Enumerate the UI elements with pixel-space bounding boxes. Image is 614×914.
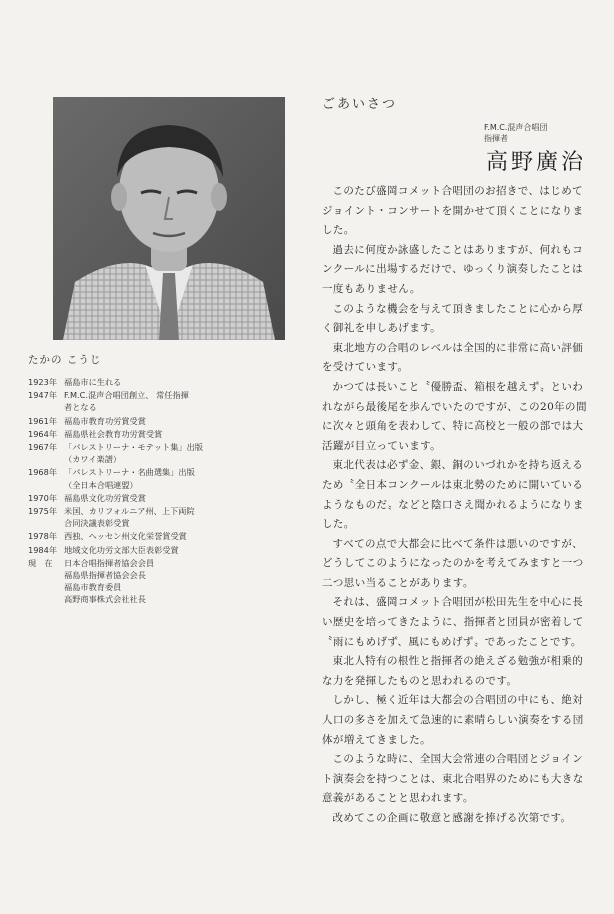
- conductor-name-kana: たかの こうじ: [28, 354, 102, 366]
- biography-year: 1947年: [28, 390, 58, 401]
- biography-entry: [28, 441, 278, 465]
- biography-event-line: 合同決議表彰受賞: [64, 518, 130, 529]
- biography-entry: [28, 544, 278, 556]
- biography-event-line: 福島市教育功労賞受賞: [64, 415, 146, 426]
- biography-event: [64, 415, 278, 427]
- affiliation-org: F.M.C.混声合唱団: [484, 123, 548, 132]
- greeting-paragraph: 過去に何度か詠盛したことはありますが、何れもコンクールに出場するだけで、ゆっくり演奏したことは一度もありません。: [322, 243, 584, 295]
- biography-event: [64, 557, 278, 606]
- biography-event-line: 福島県社会教育功労賞受賞: [64, 428, 163, 439]
- biography-event: [64, 441, 278, 465]
- greeting-paragraph: このような時に、全国大会常連の合唱団とジョイント演奏会を持つことは、東北合唱界のためにも大きな意義があることと思われます。: [322, 753, 584, 805]
- biography-event-line: 者となる: [64, 402, 97, 413]
- biography-event: [64, 466, 278, 490]
- greeting-paragraph: 改めてこの企画に敬意と感謝を捧げる次第です。: [332, 812, 572, 824]
- biography-event: [64, 389, 278, 413]
- biography-event-line: 福島県文化功労賞受賞: [64, 492, 146, 503]
- biography-entry: [28, 428, 278, 440]
- greeting-paragraph: 東北地方の合唱のレベルは全国的に非常に高い評価を受けています。: [322, 341, 584, 374]
- biography-event: [64, 505, 278, 529]
- greeting-paragraph: かつては長いこと〝優勝盃、箱根を越えず〟といわれながら最後尾を歩んでいたのですが、この20年の間に次々と頭角を表わして、特に高校と一般の部では大活躍が目立っています。: [322, 380, 587, 452]
- biography-event-line: 地域文化功労文部大臣表彰受賞: [64, 544, 179, 555]
- biography-event-line: 日本合唱指揮者協会会員: [64, 557, 155, 568]
- biography-year: 1984年: [28, 544, 58, 555]
- biography-year: 1964年: [28, 428, 58, 439]
- greeting-paragraph: このような機会を与えて頂きましたことに心から厚く御礼を申しあげます。: [322, 302, 584, 335]
- biography-year: 1978年: [28, 531, 58, 542]
- biography-entry: [28, 492, 278, 504]
- biography-entry: [28, 466, 278, 490]
- biography-event-line: 「パレストリーナ・モテット集」出版: [64, 442, 203, 453]
- biography-event-line: F.M.C.混声合唱団創立、 常任指揮: [64, 390, 189, 401]
- biography-year: 1968年: [28, 467, 58, 478]
- biography-year: 1967年: [28, 442, 58, 453]
- biography-year: 1975年: [28, 506, 58, 517]
- greeting-paragraph: このたび盛岡コメット合唱団のお招きで、はじめてジョイント・コンサートを開かせて頂くことになりました。: [322, 185, 584, 237]
- biography-entry: [28, 415, 278, 427]
- biography-entry: [28, 530, 278, 542]
- biography-event-line: 福島市教育委員: [64, 582, 122, 593]
- conductor-name: 高野廣治: [486, 150, 587, 175]
- biography-year: 1970年: [28, 492, 58, 503]
- conductor-affiliation: [484, 122, 547, 144]
- greeting-title: ごあいさつ: [322, 97, 398, 112]
- biography-event-line: 福島市に生れる: [64, 377, 122, 387]
- biography-event: [64, 530, 278, 542]
- biography-year: 現 在: [28, 557, 53, 568]
- biography-event: [64, 492, 278, 504]
- biography-entry: [28, 505, 278, 529]
- biography-event: [64, 376, 278, 388]
- biography-event: [64, 544, 278, 556]
- biography-event-line: 高野商事株式会社社長: [64, 594, 146, 605]
- biography-event-line: 福島県指揮者協会会長: [64, 570, 146, 581]
- biography-event-line: 西独、ヘッセン州文化栄誉賞受賞: [64, 531, 187, 542]
- biography-list: [28, 376, 278, 607]
- biography-event-line: （カワイ楽譜）: [64, 454, 122, 465]
- biography-event-line: 米国、カリフォルニア州、上下両院: [64, 506, 195, 517]
- greeting-paragraph: それは、盛岡コメット合唱団が松田先生を中心に長い歴史を培ってきたように、指揮者と団員が密着して〝雨にもめげず、風にもめげず〟であったことです。: [322, 596, 584, 648]
- greeting-paragraph: 東北代表は必ず金、銀、銅のいづれかを持ち返えるため〝全日本コンクールは東北勢のために開いているようなものだ〟などと陰口さえ聞かれるようになりました。: [322, 459, 584, 531]
- biography-event-line: （全日本合唱連盟）: [64, 479, 138, 490]
- biography-year: 1923年: [28, 377, 58, 387]
- biography-entry: [28, 389, 278, 413]
- biography-year: 1961年: [28, 415, 58, 426]
- greeting-paragraph: すべての点で大都会に比べて条件は悪いのですが、どうしてこのようになったのかを考えてみますと一つ二つ思い当ることがあります。: [322, 537, 584, 589]
- biography-entry: [28, 557, 278, 606]
- biography-entry: [28, 376, 278, 388]
- greeting-body: [322, 182, 588, 829]
- greeting-paragraph: しかし、極く近年は大都会の合唱団の中にも、絶対人口の多さを加えて急速的に素晴らしい演奏をする団体が増えてきました。: [322, 694, 584, 746]
- greeting-paragraph: 東北人特有の根性と指揮者の絶えざる勉強が相乗的な力を発揮したものと思われるのです。: [322, 655, 584, 687]
- biography-event-line: 「パレストリーナ・名曲選集」出版: [64, 467, 195, 478]
- conductor-portrait-photo: [53, 97, 285, 340]
- affiliation-role: 指揮者: [484, 134, 508, 143]
- biography-event: [64, 428, 278, 440]
